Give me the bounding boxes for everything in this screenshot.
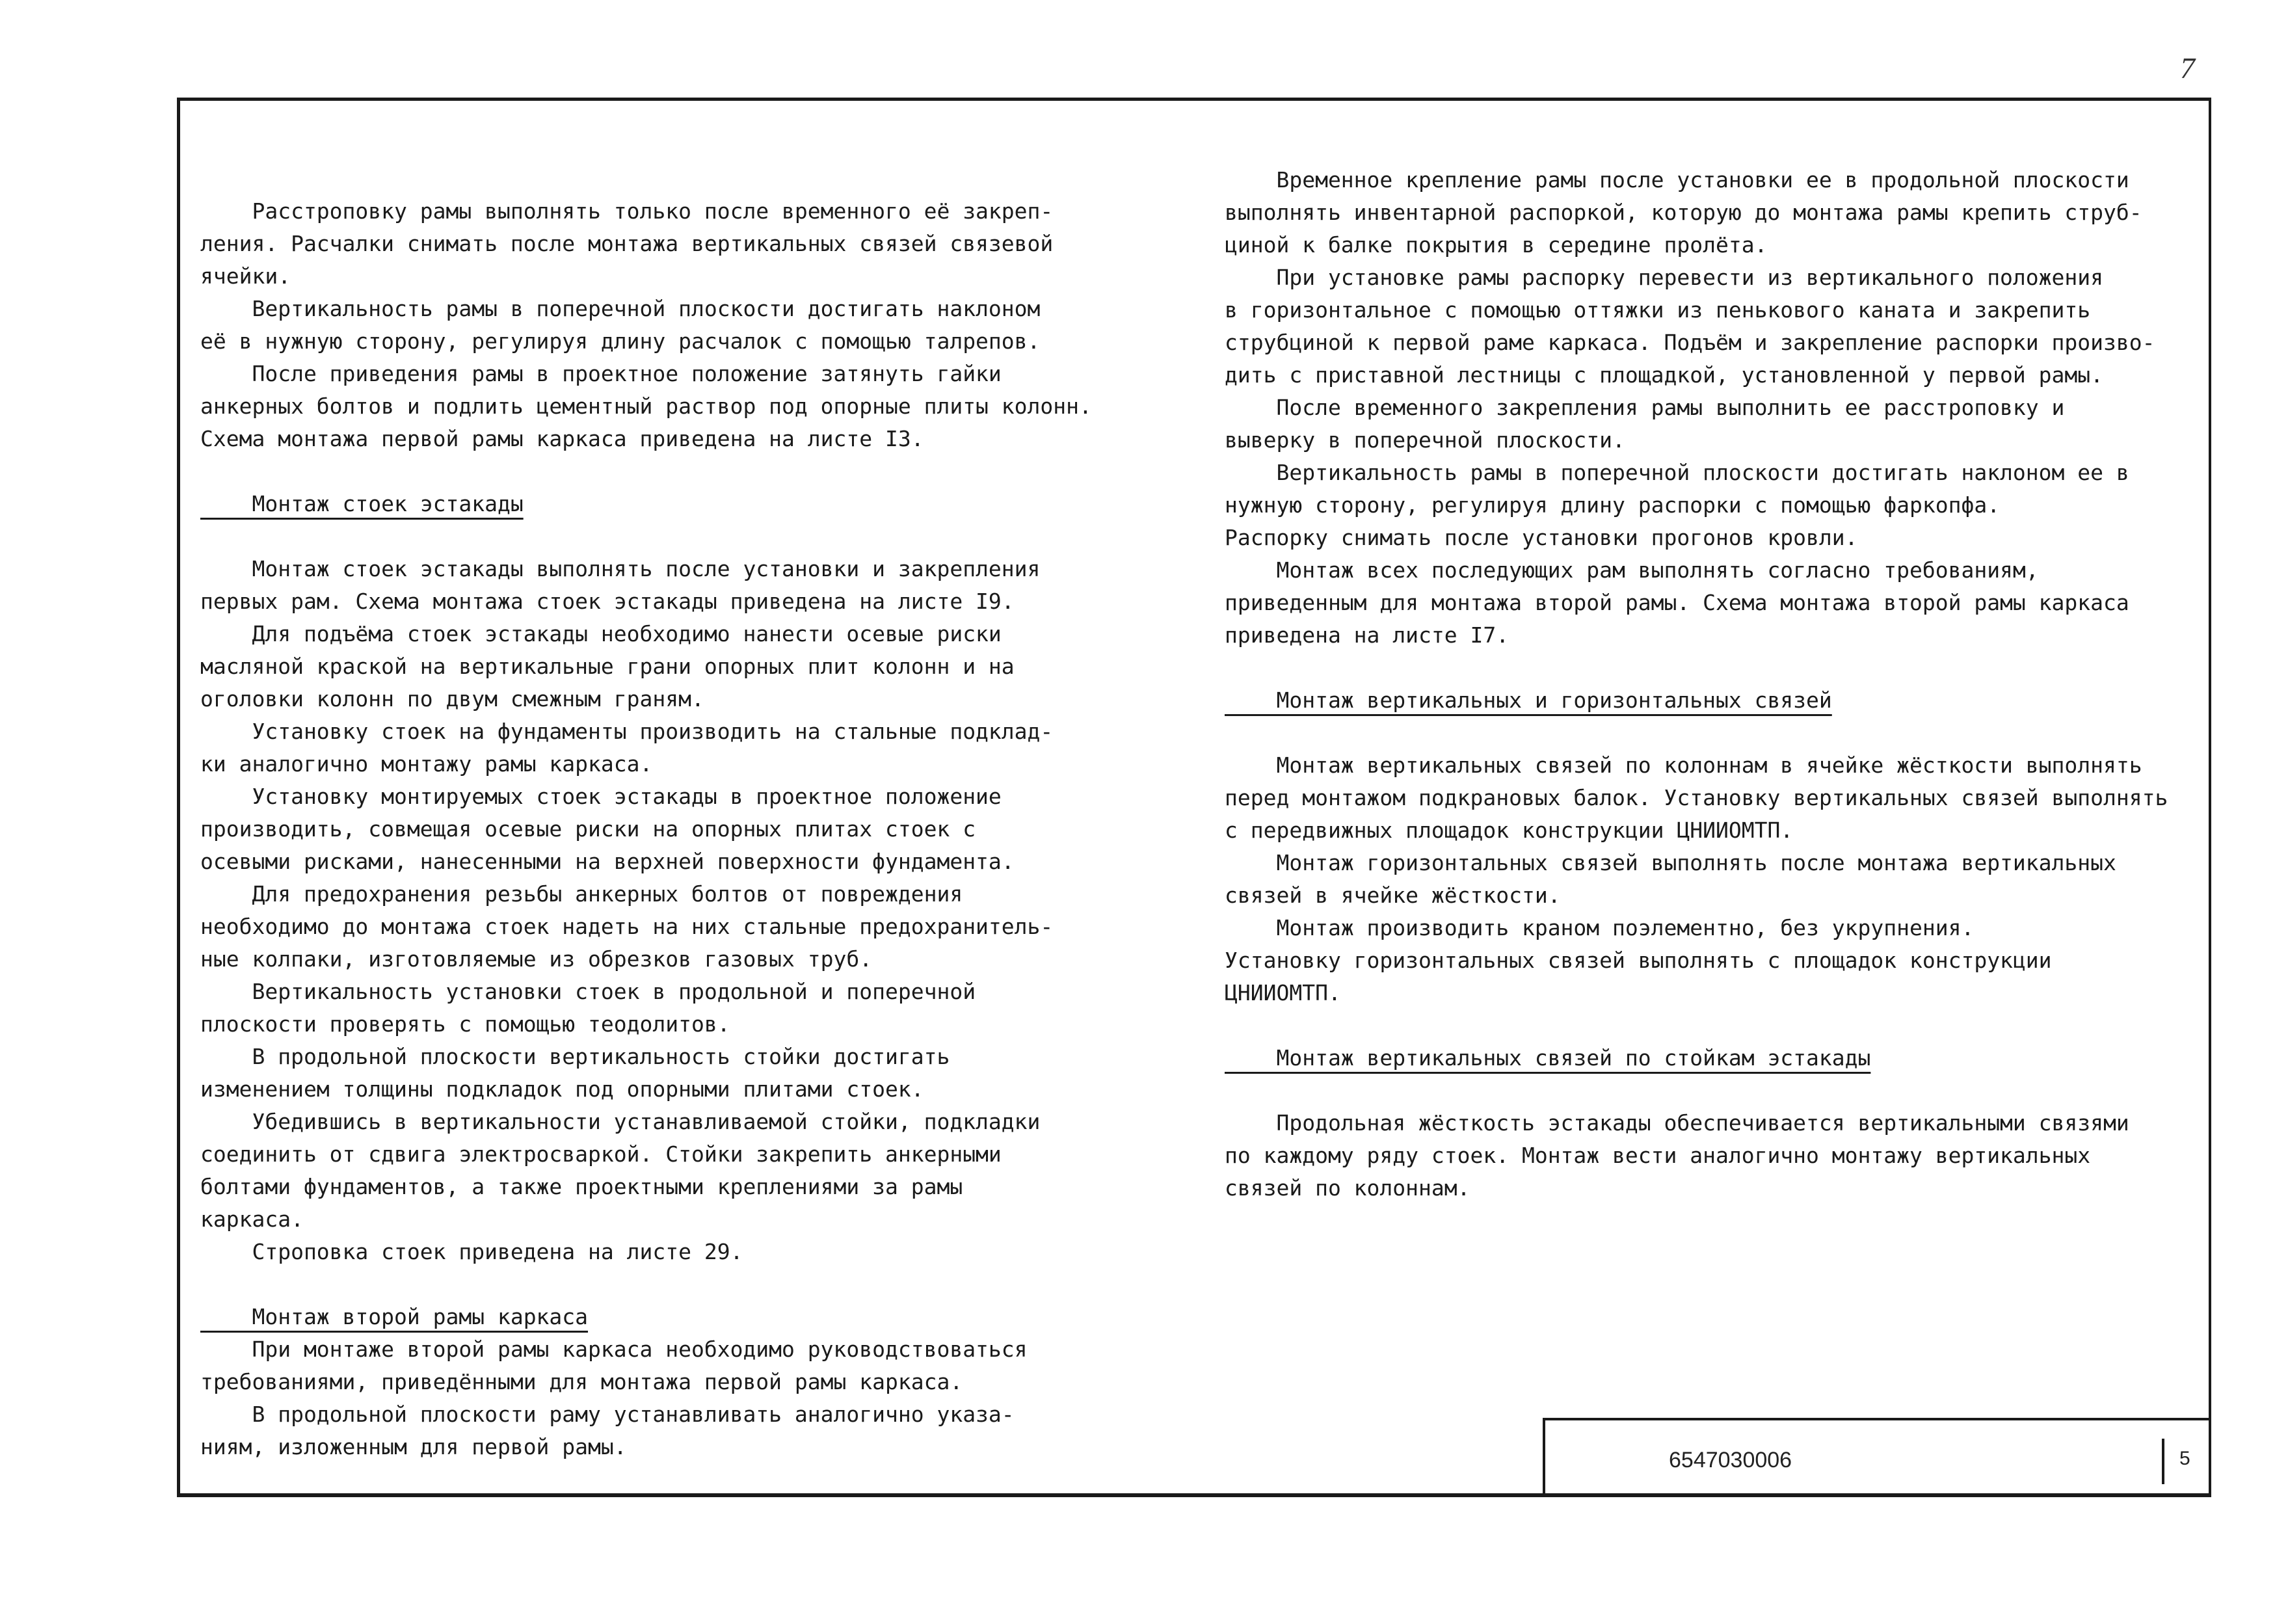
text-line: Распорку снимать после установки прогонов кровли. (1225, 525, 1858, 550)
text-line: Установку монтируемых стоек эстакады в проектное положение (200, 784, 1002, 809)
text-line: Схема монтажа первой рамы каркаса приведена на листе I3. (200, 426, 924, 451)
text-line: Для подъёма стоек эстакады необходимо нанести осевые риски (200, 621, 1002, 646)
text-line: каркаса. (200, 1206, 304, 1232)
text-line: масляной краской на вертикальные грани опорных плит колонн и на (200, 654, 1015, 679)
text-line: Монтаж вертикальных связей по колоннам в ячейке жёсткости выполнять (1225, 752, 2142, 778)
text-line: ниям, изложенным для первой рамы. (200, 1434, 627, 1459)
text-line: в горизонтальное с помощью оттяжки из пенькового каната и закрепить (1225, 297, 2091, 323)
paragraph-gap (200, 1268, 1092, 1301)
text-line: ЦНИИОМТП. (1225, 980, 1341, 1005)
section-heading: Монтаж второй рамы каркаса (200, 1304, 589, 1329)
text-line: После приведения рамы в проектное положение затянуть гайки (200, 361, 1002, 386)
text-line: Монтаж производить краном поэлементно, без укрупнения. (1225, 915, 1975, 940)
text-line: осевыми рисками, нанесенными на верхней поверхности фундамента. (200, 849, 1015, 874)
text-line: приведенным для монтажа второй рамы. Схема монтажа второй рамы каркаса (1225, 590, 2129, 615)
text-line: Установку стоек на фундаменты производить на стальные подклад- (200, 719, 1054, 744)
text-line: с передвижных площадок конструкции ЦНИИОМТП. (1225, 818, 1794, 843)
text-line: выполнять инвентарной распоркой, которую до монтажа рамы крепить струб- (1225, 200, 2142, 225)
text-line: дить с приставной лестницы с площадкой, установленной у первой рамы. (1225, 362, 2104, 388)
paragraph-gap (200, 520, 1092, 553)
section-heading: Монтаж вертикальных связей по стойкам эстакады (1225, 1045, 1871, 1071)
right-text-column (1225, 164, 2168, 1205)
text-line: Временное крепление рамы после установки ее в продольной плоскости (1225, 167, 2129, 193)
text-line: плоскости проверять с помощью теодолитов. (200, 1011, 730, 1037)
text-line: Вертикальность рамы в поперечной плоскости достигать наклоном ее в (1225, 460, 2129, 485)
text-line: При монтаже второй рамы каркаса необходимо руководствоваться (200, 1337, 1028, 1362)
sheet-number: 5 (2179, 1448, 2190, 1469)
stamp-divider (2162, 1439, 2164, 1484)
text-line: Убедившись в вертикальности устанавливаемой стойки, подкладки (200, 1109, 1041, 1134)
text-line: струбциной к первой раме каркаса. Подъём и закрепление распорки произво- (1225, 330, 2155, 355)
text-line: по каждому ряду стоек. Монтаж вести аналогично монтажу вертикальных (1225, 1143, 2091, 1168)
text-line: перед монтажом подкрановых балок. Установку вертикальных связей выполнять (1225, 785, 2168, 810)
text-line: болтами фундаментов, а также проектными креплениями за рамы (200, 1174, 963, 1199)
text-line: нужную сторону, регулируя длину распорки с помощью фаркопфа. (1225, 492, 2001, 518)
text-line: циной к балке покрытия в середине пролёта. (1225, 232, 1768, 258)
text-line: После временного закрепления рамы выполнить ее расстроповку и (1225, 395, 2065, 420)
left-text-column (200, 195, 1092, 1463)
text-line: Монтаж всех последующих рам выполнять согласно требованиям, (1225, 557, 2039, 583)
paragraph-gap (1225, 652, 2168, 684)
text-line: Для предохранения резьбы анкерных болтов от повреждения (200, 881, 963, 907)
text-line: анкерных болтов и подлить цементный раствор под опорные плиты колонн. (200, 393, 1092, 419)
paragraph-gap (200, 455, 1092, 488)
text-line: выверку в поперечной плоскости. (1225, 427, 1625, 453)
text-line: связей в ячейке жёсткости. (1225, 883, 1561, 908)
text-line: Монтаж стоек эстакады выполнять после установки и закрепления (200, 556, 1041, 581)
text-line: необходимо до монтажа стоек надеть на них стальные предохранитель- (200, 914, 1054, 939)
section-heading: Монтаж вертикальных и горизонтальных связей (1225, 687, 1832, 713)
text-line: оголовки колонн по двум смежным граням. (200, 686, 704, 712)
text-line: При установке рамы распорку перевести из вертикального положения (1225, 265, 2104, 290)
text-line: приведена на листе I7. (1225, 622, 1510, 648)
text-line: ки аналогично монтажу рамы каркаса. (200, 751, 653, 777)
text-line: первых рам. Схема монтажа стоек эстакады приведена на листе I9. (200, 589, 1015, 614)
section-heading: Монтаж стоек эстакады (200, 491, 524, 516)
text-line: ления. Расчалки снимать после монтажа вертикальных связей связевой (200, 231, 1054, 256)
text-line: её в нужную сторону, регулируя длину расчалок с помощью талрепов. (200, 328, 1041, 354)
text-line: производить, совмещая осевые риски на опорных плитах стоек с (200, 816, 976, 842)
text-line: требованиями, приведёнными для монтажа первой рамы каркаса. (200, 1369, 963, 1394)
text-line: Установку горизонтальных связей выполнять с площадок конструкции (1225, 948, 2052, 973)
paragraph-gap (1225, 1009, 2168, 1042)
title-block-stamp (1543, 1418, 2211, 1497)
paragraph-gap (1225, 1074, 2168, 1107)
text-line: ные колпаки, изготовляемые из обрезков газовых труб. (200, 946, 873, 972)
text-line: Вертикальность рамы в поперечной плоскости достигать наклоном (200, 296, 1041, 321)
text-line: Продольная жёсткость эстакады обеспечивается вертикальными связями (1225, 1110, 2129, 1136)
text-line: соединить от сдвига электросваркой. Стойки закрепить анкерными (200, 1141, 1002, 1167)
text-line: В продольной плоскости вертикальность стойки достигать (200, 1044, 950, 1069)
text-line: В продольной плоскости раму устанавливать аналогично указа- (200, 1402, 1015, 1427)
text-line: Монтаж горизонтальных связей выполнять после монтажа вертикальных (1225, 850, 2116, 875)
text-line: ячейки. (200, 263, 291, 289)
text-line: связей по колоннам. (1225, 1175, 1470, 1201)
text-line: Строповка стоек приведена на листе 29. (200, 1239, 743, 1264)
text-line: Расстроповку рамы выполнять только после временного её закреп- (200, 198, 1054, 224)
document-code: 6547030006 (1669, 1448, 1792, 1472)
paragraph-gap (1225, 717, 2168, 749)
text-line: Вертикальность установки стоек в продольной и поперечной (200, 979, 976, 1004)
page-corner-number: 7 (2180, 51, 2195, 85)
text-line: изменением толщины подкладок под опорными плитами стоек. (200, 1076, 924, 1102)
